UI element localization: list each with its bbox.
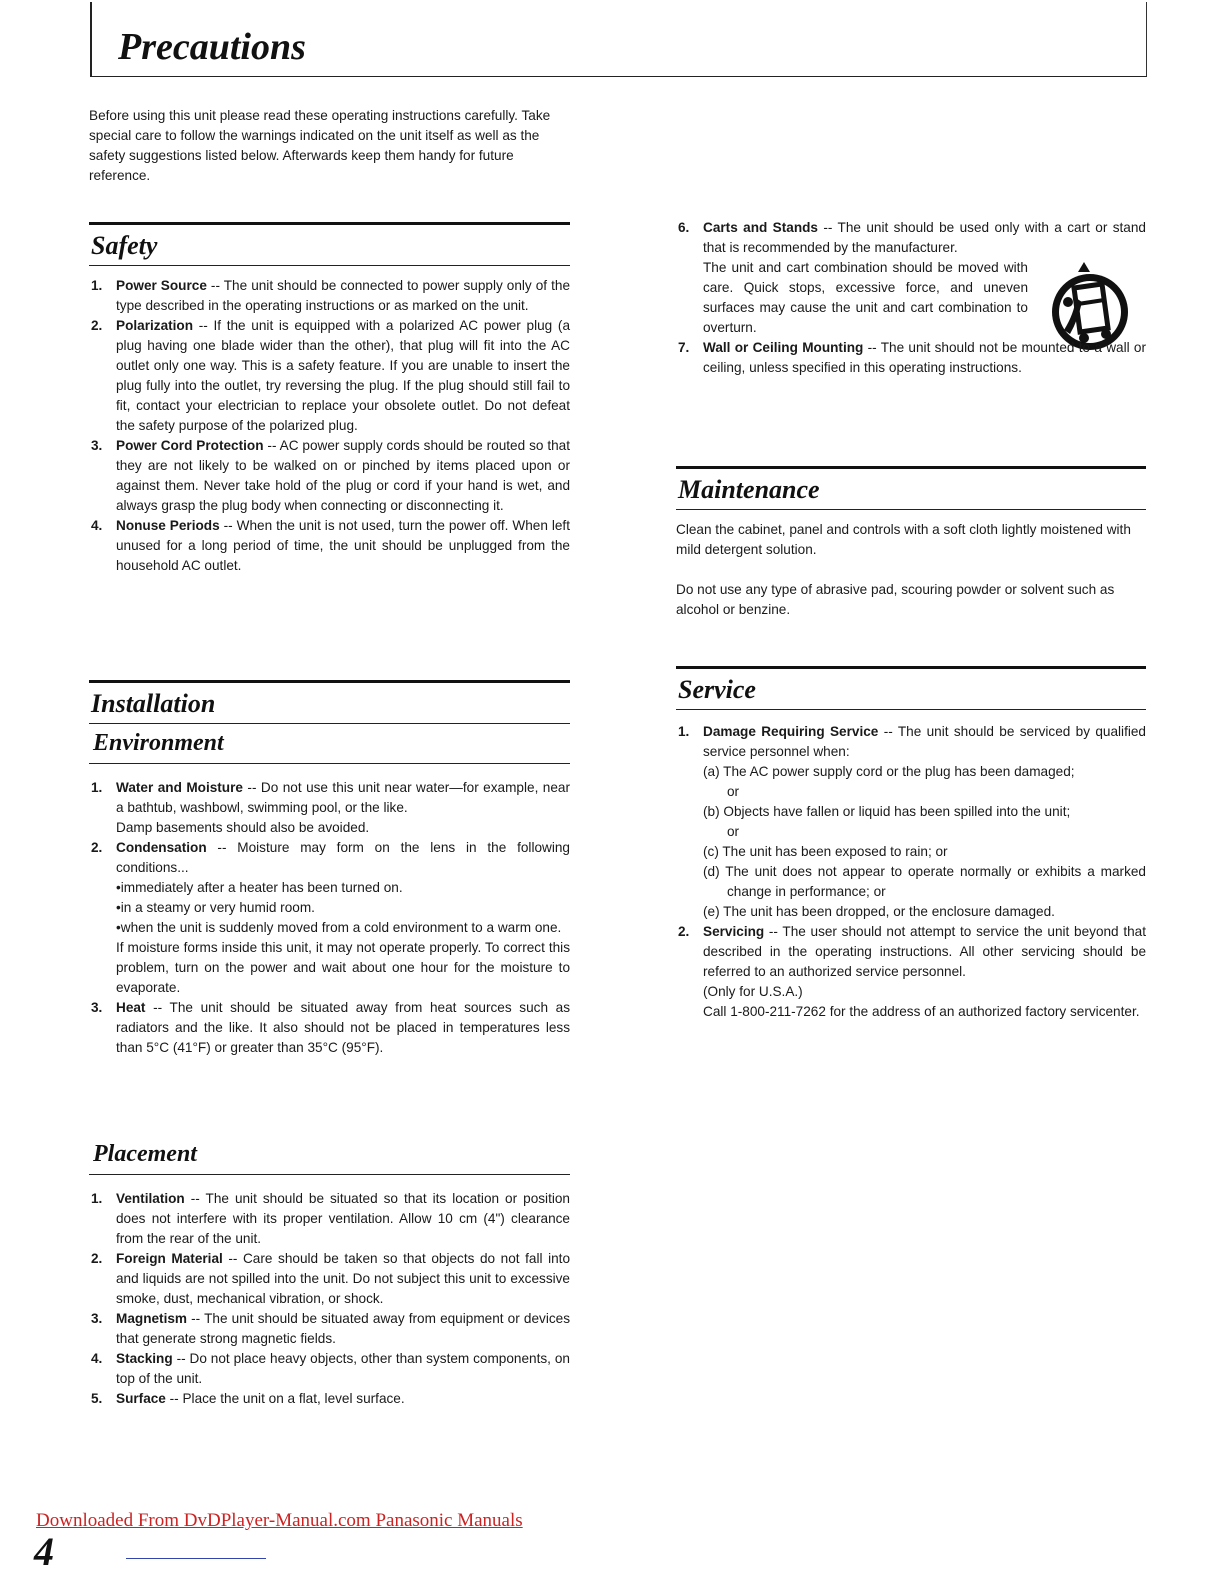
- maintenance-paragraph: Do not use any type of abrasive pad, scouring powder or solvent such as alcohol or benzine.: [676, 582, 1115, 617]
- item-term: Water and Moisture: [116, 780, 243, 795]
- item-term: Condensation: [116, 840, 207, 855]
- heading-rule: [676, 666, 1146, 669]
- sub-item: (a) The AC power supply cord or the plug has been damaged;: [703, 764, 1075, 779]
- placement-section: [89, 1135, 570, 1409]
- list-item: [89, 516, 570, 576]
- item-text: -- The unit should be used only with a cart or stand that is recommended by the manufacturer.: [703, 220, 1146, 255]
- item-term: Ventilation: [116, 1191, 185, 1206]
- safety-title: Safety: [91, 231, 158, 260]
- bullet-item: • in a steamy or very humid room.: [116, 898, 570, 918]
- heading-rule: [89, 265, 570, 266]
- list-item: [89, 1389, 570, 1409]
- item-text: -- Place the unit on a flat, level surface.: [165, 1391, 405, 1406]
- sub-item: (b) Objects have fallen or liquid has been spilled into the unit;: [703, 804, 1071, 819]
- heading-rule: [676, 709, 1146, 710]
- footer-rule: [126, 1558, 266, 1559]
- sub-item-or: or: [727, 784, 740, 799]
- sub-item-or: or: [727, 824, 740, 839]
- item-term: Carts and Stands: [703, 220, 818, 235]
- service-list: [676, 722, 1146, 1022]
- item-number: 5.: [91, 1391, 103, 1406]
- heading-rule: [676, 509, 1146, 510]
- service-section: [676, 666, 1146, 1022]
- environment-title: Environment: [93, 730, 224, 756]
- item-note: Call 1-800-211-7262 for the address of an authorized factory servicenter.: [703, 1004, 1140, 1019]
- item-number: 4.: [91, 1351, 103, 1366]
- item-number: 3.: [91, 1000, 103, 1015]
- item-text: -- Do not place heavy objects, other than system components, on top of the unit.: [116, 1351, 570, 1386]
- item-number: 1.: [91, 1191, 103, 1206]
- item-number: 4.: [91, 518, 103, 533]
- item-term: Stacking: [116, 1351, 173, 1366]
- list-item: [676, 922, 1146, 1022]
- page-number: 4: [34, 1529, 54, 1574]
- item-text: -- When the unit is not used, turn the power off. When left unused for a long period of time, the unit should be unplugged from the household AC outlet.: [116, 518, 570, 573]
- list-item: [89, 838, 570, 998]
- item-text: -- AC power supply cords should be routed so that they are not likely to be walked on or pinched by items placed upon or against them. Never take hold of the plug or cord if your hand is wet, and always grasp the plug body when connecting or disconnecting it.: [116, 438, 570, 513]
- item-number: 2.: [678, 924, 690, 939]
- environment-list: [89, 778, 570, 1058]
- item-note: If moisture forms inside this unit, it may not operate properly. To correct this problem, turn on the power and wait about one hour for the moisture to evaporate.: [116, 940, 570, 995]
- safety-list: [89, 276, 570, 576]
- item-term: Surface: [116, 1391, 166, 1406]
- item-term: Heat: [116, 1000, 146, 1015]
- item-text: -- The user should not attempt to service the unit beyond that described in the operating instructions. All other servicing should be referred to an authorized service personnel.: [703, 924, 1146, 979]
- placement-title: Placement: [93, 1141, 197, 1167]
- item-number: 1.: [91, 780, 103, 795]
- service-title: Service: [678, 675, 756, 704]
- page-title-frame: [90, 2, 1147, 77]
- bullet-item: • when the unit is suddenly moved from a cold environment to a warm one.: [116, 918, 570, 938]
- bullet-item: • immediately after a heater has been turned on.: [116, 878, 570, 898]
- safety-list-continued: [676, 218, 1146, 378]
- list-item: [89, 1249, 570, 1309]
- heading-rule: [89, 680, 570, 683]
- heading-rule: [676, 466, 1146, 469]
- item-term: Power Source: [116, 278, 207, 293]
- maintenance-paragraph: Clean the cabinet, panel and controls with a soft cloth lightly moistened with mild detergent solution.: [676, 522, 1131, 557]
- list-item: [89, 1309, 570, 1349]
- item-text: -- Care should be taken so that objects do not fall into and liquids are not spilled into the unit. Do not subject this unit to excessive smoke, dust, mechanical vibration, or shock.: [116, 1251, 571, 1306]
- item-term: Polarization: [116, 318, 194, 333]
- sub-item: (e) The unit has been dropped, or the enclosure damaged.: [703, 904, 1055, 919]
- item-number: 6.: [678, 220, 690, 235]
- item-number: 7.: [678, 340, 690, 355]
- item-term: Nonuse Periods: [116, 518, 220, 533]
- list-item: [89, 436, 570, 516]
- list-item: [89, 998, 570, 1058]
- item-note: (Only for U.S.A.): [703, 984, 803, 999]
- heading-rule: [89, 1174, 570, 1175]
- item-term: Magnetism: [116, 1311, 188, 1326]
- environment-heading: [89, 724, 570, 764]
- item-number: 2.: [91, 318, 103, 333]
- heading-rule: [89, 222, 570, 225]
- list-item: [89, 276, 570, 316]
- list-item: [89, 778, 570, 838]
- intro-paragraph: Before using this unit please read these operating instructions carefully. Take special care to follow the warnings indicated on the unit itself as well as the safety suggestions listed below. Afterwards keep them handy for future reference.: [89, 108, 551, 183]
- item-text: -- Moisture may form on the lens in the following conditions...: [116, 840, 570, 875]
- item-term: Wall or Ceiling Mounting: [703, 340, 864, 355]
- item-number: 2.: [91, 840, 103, 855]
- installation-title: Installation: [91, 689, 216, 718]
- item-number: 1.: [678, 724, 690, 739]
- item-term: Damage Requiring Service: [703, 724, 879, 739]
- item-text: -- The unit should not be mounted to a wall or ceiling, unless specified in this operating instructions.: [703, 340, 1146, 375]
- placement-list: [89, 1189, 570, 1409]
- safety-section: [89, 222, 570, 576]
- item-number: 3.: [91, 438, 103, 453]
- safety-continued: [676, 218, 1146, 378]
- maintenance-heading: [676, 466, 1146, 510]
- safety-heading: [89, 222, 570, 266]
- item-text: -- If the unit is equipped with a polarized AC power plug (a plug having one blade wider than the other), that plug will fit into the AC outlet only one way. This is a safety feature. If you are unable to insert the plug fully into the outlet, try reversing the plug. If the plug should still fail to fit, contact your electrician to replace your obsolete outlet. Do not defeat the safety purpose of the polarized plug.: [116, 318, 570, 433]
- installation-section: [89, 680, 570, 1058]
- list-item: [89, 316, 570, 436]
- item-note: The unit and cart combination should be moved with care. Quick stops, excessive force, and uneven surfaces may cause the unit and cart combination to overturn.: [703, 260, 1028, 335]
- list-item: [676, 218, 1146, 338]
- maintenance-section: [676, 466, 1146, 620]
- item-number: 3.: [91, 1311, 103, 1326]
- heading-rule: [89, 763, 570, 764]
- item-note: Damp basements should also be avoided.: [116, 820, 370, 835]
- list-item: [89, 1349, 570, 1389]
- maintenance-title: Maintenance: [678, 475, 820, 504]
- list-item: [676, 338, 1146, 378]
- item-term: Servicing: [703, 924, 765, 939]
- service-heading: [676, 666, 1146, 710]
- sub-item: (d) The unit does not appear to operate normally or exhibits a marked change in performance; or: [703, 864, 1146, 899]
- installation-heading: [89, 680, 570, 724]
- item-text: -- The unit should be situated so that its location or position does not interfere with its proper ventilation. Allow 10 cm (4") clearance from the rear of the unit.: [116, 1191, 570, 1246]
- download-source-link[interactable]: Downloaded From DvDPlayer-Manual.com Panasonic Manuals: [36, 1510, 523, 1531]
- placement-heading: [89, 1135, 570, 1175]
- page-title: Precautions: [118, 26, 306, 68]
- item-text: -- The unit should be connected to power supply only of the type described in the operating instructions or as marked on the unit.: [116, 278, 570, 313]
- item-text: -- The unit should be situated away from heat sources such as radiators and the like. It also should not be placed in temperatures less than 5°C (41°F) or greater than 35°C (95°F).: [116, 1000, 570, 1055]
- list-item: [89, 1189, 570, 1249]
- item-term: Power Cord Protection: [116, 438, 264, 453]
- item-text: -- The unit should be situated away from equipment or devices that generate strong magnetic fields.: [116, 1311, 570, 1346]
- sub-item: (c) The unit has been exposed to rain; or: [703, 844, 948, 859]
- item-number: 2.: [91, 1251, 103, 1266]
- item-text: -- The unit should be serviced by qualified service personnel when:: [703, 724, 1146, 759]
- item-number: 1.: [91, 278, 103, 293]
- list-item: [676, 722, 1146, 922]
- item-text: -- Do not use this unit near water—for example, near a bathtub, washbowl, swimming pool, or the like.: [116, 780, 570, 815]
- item-term: Foreign Material: [116, 1251, 223, 1266]
